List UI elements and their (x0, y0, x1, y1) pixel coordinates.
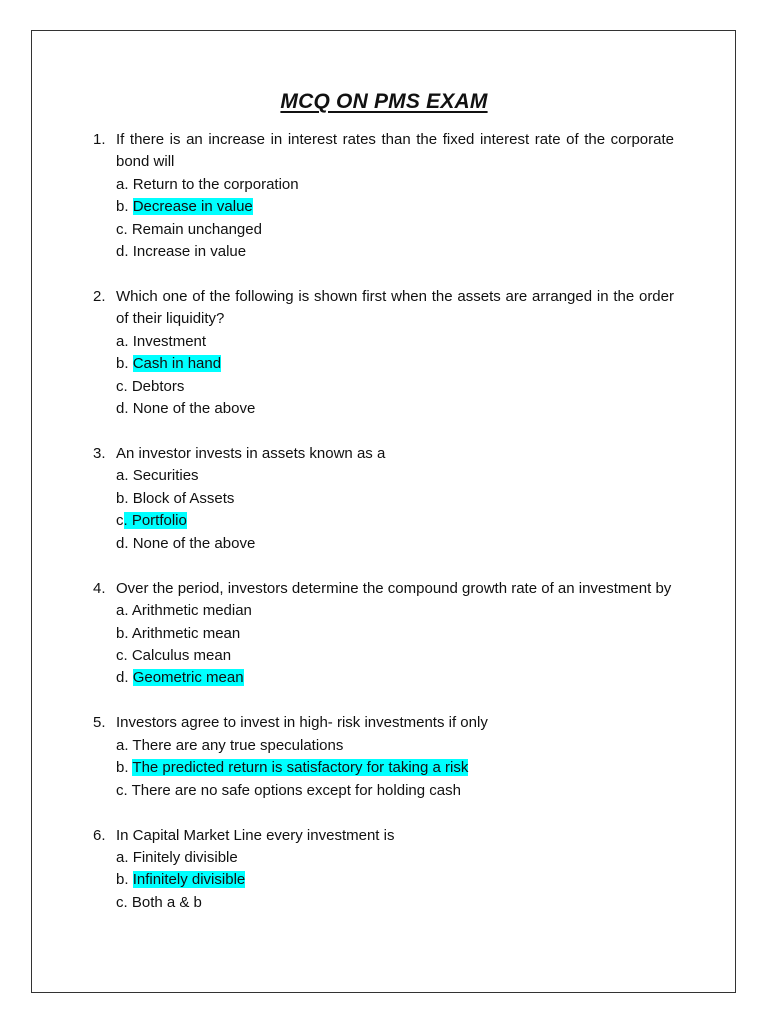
option-text: Investment (132, 332, 207, 350)
option-letter: c. (116, 893, 132, 911)
answer-option (116, 869, 674, 891)
answer-option (116, 533, 674, 555)
option-letter: a. (116, 467, 133, 485)
answer-option (116, 353, 674, 375)
answer-option (116, 757, 674, 779)
page-title: MCQ ON PMS EXAM (280, 90, 488, 113)
option-letter: a. (116, 848, 133, 866)
question-6 (93, 825, 674, 915)
question-text: An investor invests in assets known as a (116, 445, 386, 463)
question-list (93, 129, 674, 937)
highlighted-answer: Cash in hand (132, 355, 222, 373)
highlighted-answer: Infinitely divisible (132, 871, 246, 889)
option-letter: b. (116, 871, 133, 889)
option-text: Securities (132, 467, 199, 485)
option-letter: c. (116, 377, 132, 395)
answer-option (116, 847, 674, 869)
answer-option (116, 623, 674, 645)
option-text: There are any true speculations (132, 736, 344, 754)
option-text: Finitely divisible (132, 848, 238, 866)
question-3 (93, 443, 674, 555)
option-text: Both a & b (131, 893, 202, 911)
option-letter: d. (116, 669, 133, 687)
answer-option (116, 667, 674, 689)
option-letter: a. (116, 332, 133, 350)
answer-option (116, 174, 674, 196)
answer-option (116, 376, 674, 398)
option-text: Calculus mean (131, 646, 232, 664)
option-letter: b. (116, 489, 133, 507)
question-text: Over the period, investors determine the compound growth rate of an investment by (116, 579, 672, 597)
answer-option (116, 600, 674, 622)
answer-option (116, 219, 674, 241)
answer-option (116, 241, 674, 263)
answer-option (116, 465, 674, 487)
question-text: In Capital Market Line every investment is (116, 826, 395, 844)
answer-option (116, 735, 674, 757)
answer-option (116, 196, 674, 218)
question-text: If there is an increase in interest rates than the fixed interest rate of the corporate bond will (116, 131, 674, 171)
answer-option (116, 780, 674, 802)
question-number: 1. (93, 131, 106, 148)
answer-option (116, 892, 674, 914)
option-letter: a. (116, 736, 133, 754)
option-text: Block of Assets (132, 489, 235, 507)
option-text: Arithmetic mean (131, 624, 241, 642)
question-1 (93, 129, 674, 263)
option-letter: b. (116, 198, 133, 216)
question-text: Investors agree to invest in high- risk investments if only (116, 714, 488, 732)
option-text: Remain unchanged (131, 220, 262, 238)
answer-option (116, 645, 674, 667)
highlighted-answer: The predicted return is satisfactory for taking a risk (132, 759, 469, 777)
answer-option (116, 331, 674, 353)
option-letter: a. (116, 175, 133, 193)
question-number: 3. (93, 445, 106, 463)
option-letter: c (116, 512, 124, 530)
question-number: 4. (93, 579, 106, 597)
option-text: None of the above (132, 400, 256, 418)
answer-option (116, 398, 674, 420)
option-text: None of the above (132, 534, 256, 552)
answer-option (116, 488, 674, 510)
option-text: Debtors (131, 377, 185, 395)
question-4 (93, 578, 674, 690)
option-letter: a. (116, 602, 132, 620)
option-text: There are no safe options except for holding cash (131, 781, 461, 799)
question-number: 5. (93, 714, 106, 732)
highlighted-answer: Decrease in value (132, 198, 253, 216)
option-letter: c. (116, 220, 132, 238)
answer-option (116, 510, 674, 532)
question-text: Which one of the following is shown first when the assets are arranged in the order of their liquidity? (116, 288, 674, 328)
option-letter: c. (116, 781, 132, 799)
question-5 (93, 712, 674, 802)
option-letter: b. (116, 355, 133, 373)
option-letter: d. (116, 243, 133, 261)
highlighted-answer: Geometric mean (132, 669, 244, 687)
highlighted-answer: . Portfolio (123, 512, 187, 530)
question-number: 2. (93, 288, 106, 306)
question-number: 6. (93, 826, 106, 844)
option-text: Arithmetic median (131, 602, 252, 620)
option-letter: b. (116, 759, 133, 777)
option-text: Increase in value (132, 243, 247, 261)
option-letter: d. (116, 534, 133, 552)
option-letter: c. (116, 646, 132, 664)
option-letter: b. (116, 624, 132, 642)
option-text: Return to the corporation (132, 175, 299, 193)
question-2 (93, 286, 674, 420)
option-letter: d. (116, 400, 133, 418)
